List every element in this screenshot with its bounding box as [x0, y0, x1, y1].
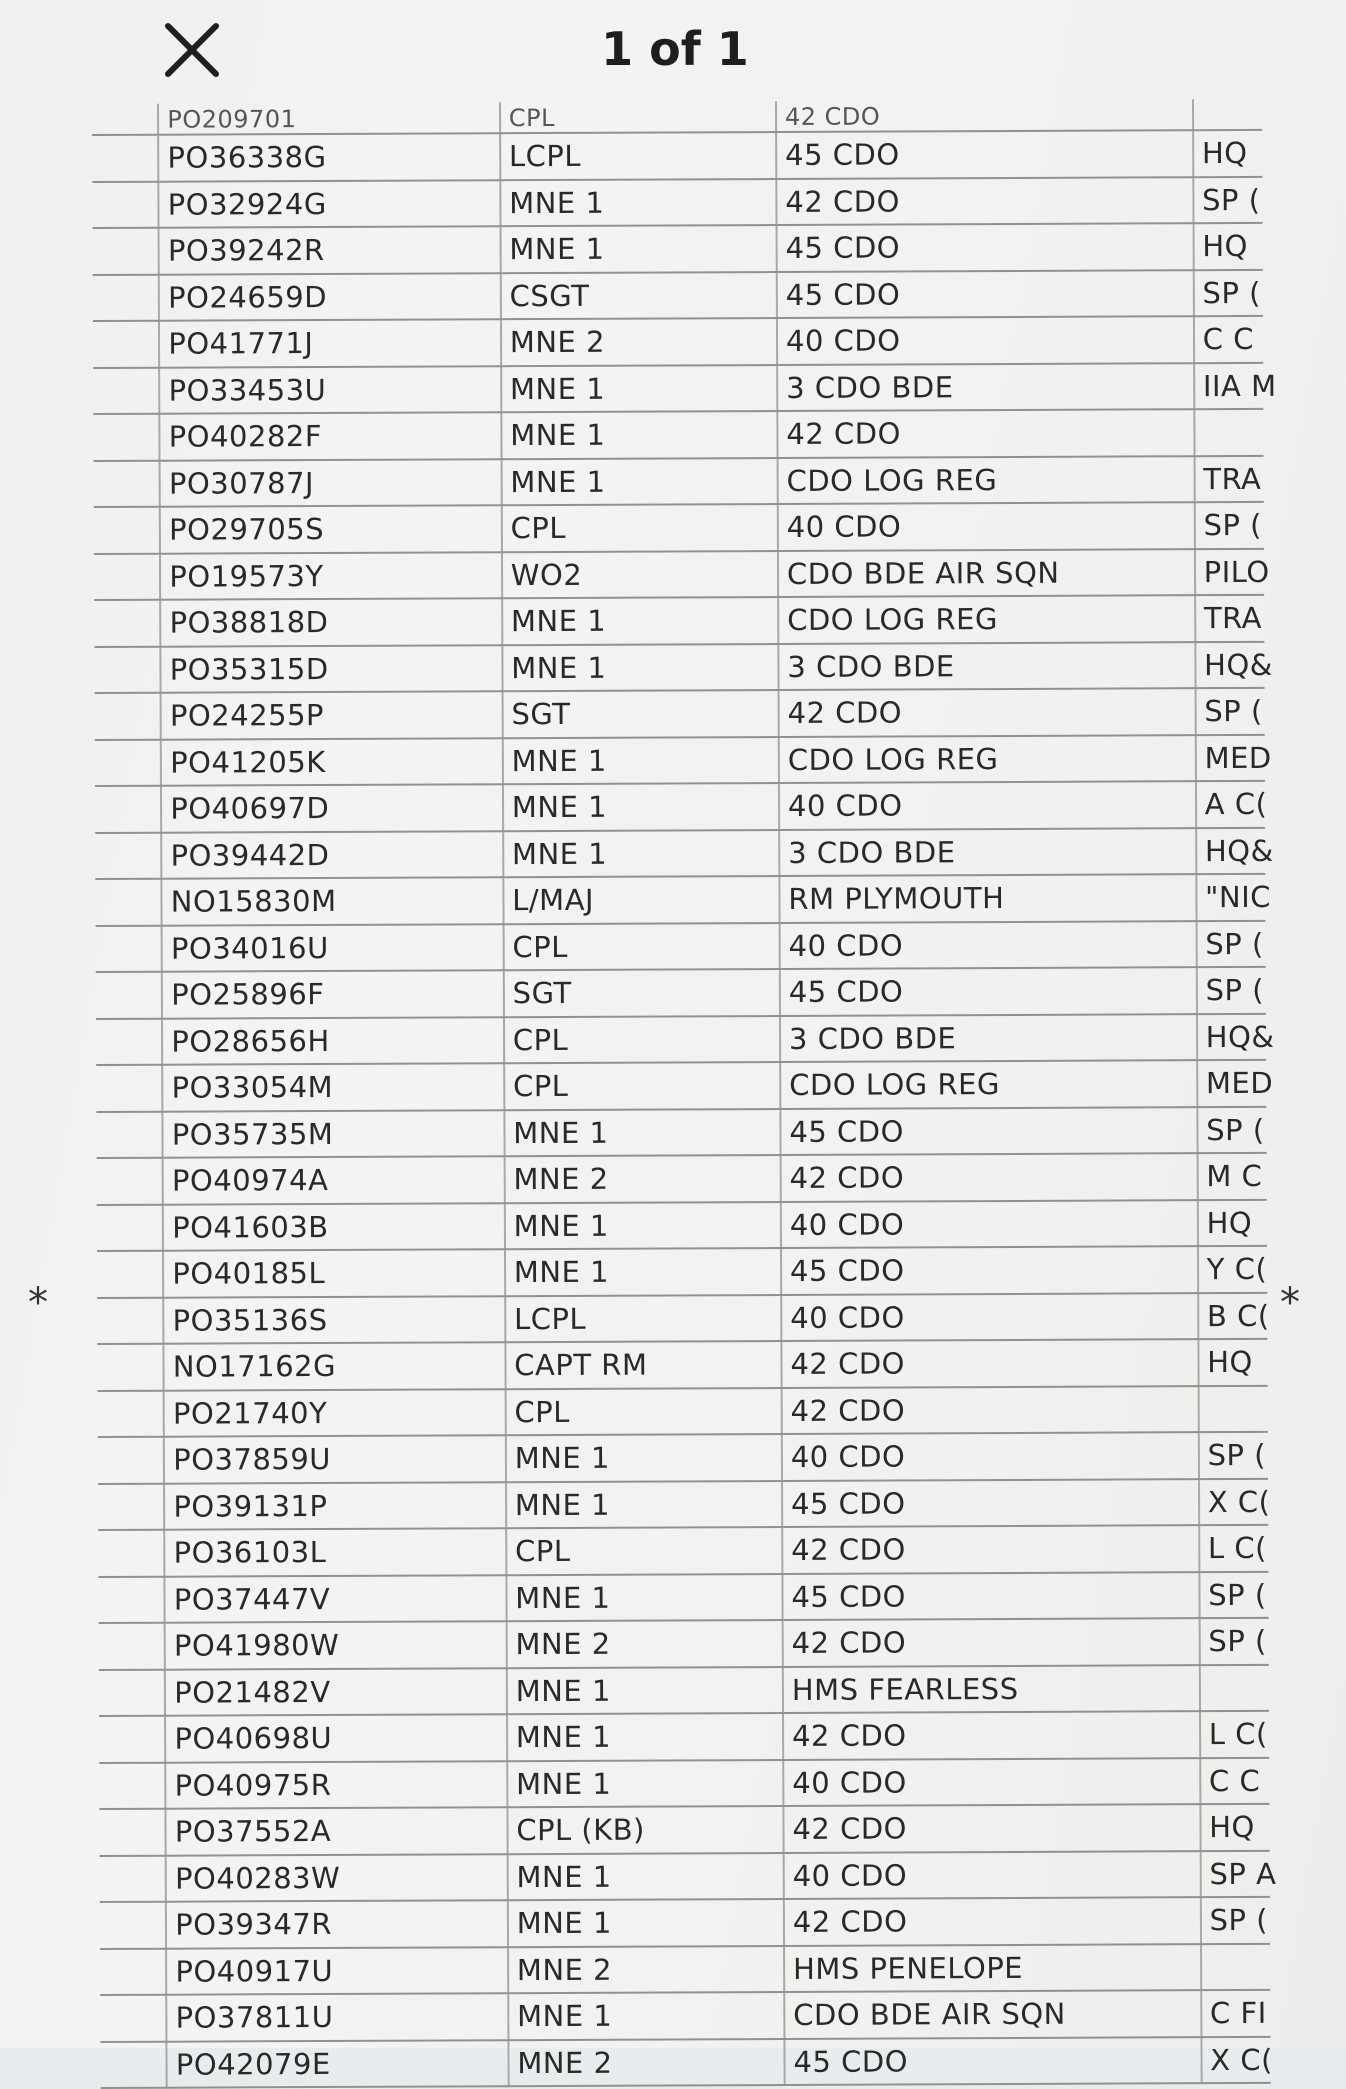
sub-unit-cell — [1194, 409, 1264, 456]
service-number-cell: PO40697D — [161, 784, 503, 832]
rank-cell: MNE 1 — [502, 597, 778, 645]
service-number-cell: PO32924G — [159, 180, 501, 228]
row-margin-cell — [99, 1716, 165, 1763]
table-row — [93, 269, 1263, 321]
sub-unit-cell: L C( — [1200, 1711, 1270, 1758]
service-number-cell: PO29705S — [160, 505, 502, 553]
rank-cell: MNE 2 — [508, 2038, 784, 2086]
service-number-cell: PO30787J — [160, 459, 502, 507]
unit-cell: 45 CDO — [777, 270, 1194, 318]
service-number-cell: PO28656H — [162, 1017, 504, 1065]
table-row — [94, 595, 1264, 647]
sub-unit-cell: C C — [1200, 1757, 1270, 1804]
rank-cell: MNE 1 — [507, 1760, 783, 1808]
service-number-cell: PO37552A — [166, 1807, 508, 1855]
row-margin-cell — [100, 2041, 166, 2088]
row-margin-cell — [100, 1902, 166, 1949]
sub-unit-cell — [1193, 99, 1262, 130]
rank-cell: MNE 1 — [505, 1248, 781, 1296]
service-number-cell: PO37859U — [164, 1435, 506, 1483]
table-row — [95, 874, 1265, 926]
rank-cell: MNE 1 — [508, 1899, 784, 1947]
table-row — [94, 455, 1264, 507]
rank-cell: SGT — [504, 969, 780, 1017]
table-row — [93, 223, 1263, 275]
service-number-cell: PO36338G — [158, 133, 500, 181]
sub-unit-cell: C FI — [1201, 1990, 1271, 2037]
sub-unit-cell: SP ( — [1199, 1571, 1269, 1618]
rank-cell: LCPL — [500, 132, 776, 180]
service-number-cell: PO37811U — [167, 1993, 509, 2041]
unit-cell: 3 CDO BDE — [780, 1014, 1197, 1062]
table-row — [95, 827, 1265, 879]
rank-cell: CAPT RM — [505, 1341, 781, 1389]
sub-unit-cell: SP ( — [1197, 1106, 1267, 1153]
unit-cell: 42 CDO — [783, 1804, 1200, 1852]
rank-cell: MNE 1 — [507, 1667, 783, 1715]
row-margin-cell — [97, 1344, 163, 1391]
rank-cell: MNE 1 — [501, 365, 777, 413]
service-number-cell: PO35735M — [163, 1110, 505, 1158]
row-margin-cell — [95, 832, 161, 879]
unit-cell: CDO LOG REG — [779, 735, 1196, 783]
table-row — [100, 1897, 1270, 1949]
sub-unit-cell: SP A — [1200, 1850, 1270, 1897]
row-margin-cell — [96, 972, 162, 1019]
row-margin-cell — [92, 104, 158, 135]
table-row — [93, 409, 1263, 461]
rank-cell: MNE 1 — [502, 644, 778, 692]
service-number-cell: PO42079E — [167, 2040, 509, 2088]
sub-unit-cell: HQ — [1197, 1199, 1267, 1246]
unit-cell: 42 CDO — [782, 1525, 1199, 1573]
sub-unit-cell: SP ( — [1195, 688, 1265, 735]
service-number-cell: PO41771J — [159, 319, 501, 367]
table-row — [100, 2036, 1270, 2088]
table-row — [97, 1246, 1267, 1298]
table-row — [100, 1943, 1270, 1995]
row-margin-cell — [98, 1483, 164, 1530]
rank-cell: MNE 1 — [507, 1713, 783, 1761]
table-row — [93, 362, 1263, 414]
service-number-cell: PO40975R — [166, 1761, 508, 1809]
rank-cell: MNE 1 — [503, 737, 779, 785]
unit-cell: 42 CDO — [783, 1618, 1200, 1666]
unit-cell: 45 CDO — [780, 1107, 1197, 1155]
table-row — [96, 920, 1266, 972]
unit-cell: 45 CDO — [784, 2037, 1201, 2085]
rank-cell: CPL — [504, 1062, 780, 1110]
sub-unit-cell: X C( — [1201, 2036, 1271, 2083]
sub-unit-cell: L C( — [1199, 1525, 1269, 1572]
unit-cell: 40 CDO — [777, 316, 1194, 364]
table-row — [98, 1525, 1268, 1577]
sub-unit-cell: HQ — [1200, 1804, 1270, 1851]
row-margin-cell — [99, 1623, 165, 1670]
service-number-cell: PO39242R — [159, 226, 501, 274]
close-button[interactable] — [160, 18, 224, 82]
unit-cell: 45 CDO — [780, 967, 1197, 1015]
row-margin-cell — [92, 181, 158, 228]
rank-cell: CPL (KB) — [507, 1806, 783, 1854]
sub-unit-cell: HQ& — [1195, 641, 1265, 688]
rank-cell: MNE 1 — [503, 783, 779, 831]
rank-cell: CSGT — [500, 272, 776, 320]
unit-cell: 45 CDO — [781, 1246, 1198, 1294]
row-margin-cell — [93, 367, 159, 414]
margin-mark-left: * — [28, 1280, 48, 1326]
unit-cell: 45 CDO — [776, 130, 1193, 178]
sub-unit-cell: M C — [1197, 1153, 1267, 1200]
unit-cell: CDO BDE AIR SQN — [784, 1990, 1201, 2038]
sub-unit-cell: TRA — [1195, 595, 1265, 642]
sub-unit-cell: SP ( — [1196, 967, 1266, 1014]
roster-table-container — [92, 102, 1277, 2082]
row-margin-cell — [100, 1995, 166, 2042]
table-row — [99, 1618, 1269, 1670]
row-margin-cell — [96, 925, 162, 972]
row-margin-cell — [97, 1297, 163, 1344]
unit-cell: 45 CDO — [782, 1572, 1199, 1620]
row-margin-cell — [97, 1158, 163, 1205]
margin-mark-right: * — [1280, 1280, 1300, 1326]
unit-cell: 42 CDO — [778, 688, 1195, 736]
service-number-cell: PO35315D — [161, 645, 503, 693]
row-margin-cell — [97, 1251, 163, 1298]
unit-cell: 3 CDO BDE — [779, 828, 1196, 876]
service-number-cell: PO40283W — [166, 1854, 508, 1902]
rank-cell: MNE 1 — [505, 1202, 781, 1250]
rank-cell: CPL — [505, 1388, 781, 1436]
service-number-cell: PO19573Y — [160, 552, 502, 600]
roster-table-body — [92, 99, 1277, 2088]
row-margin-cell — [95, 739, 161, 786]
service-number-cell: PO39131P — [164, 1482, 506, 1530]
table-row — [99, 1804, 1269, 1856]
row-margin-cell — [92, 135, 158, 182]
rank-cell: CPL — [500, 101, 776, 133]
unit-cell: 40 CDO — [781, 1200, 1198, 1248]
table-row — [99, 1664, 1269, 1716]
service-number-cell: PO40974A — [163, 1156, 505, 1204]
table-row — [92, 99, 1262, 135]
row-margin-cell — [95, 693, 161, 740]
unit-cell: HMS PENELOPE — [784, 1944, 1201, 1992]
sub-unit-cell: HQ& — [1197, 1013, 1267, 1060]
table-row — [94, 548, 1264, 600]
table-row — [99, 1757, 1269, 1809]
sub-unit-cell — [1198, 1385, 1268, 1432]
row-margin-cell — [96, 1111, 162, 1158]
rank-cell: MNE 1 — [500, 225, 776, 273]
service-number-cell: PO33453U — [159, 366, 501, 414]
unit-cell: 40 CDO — [784, 1851, 1201, 1899]
sub-unit-cell: SP ( — [1193, 176, 1263, 223]
row-margin-cell — [96, 1018, 162, 1065]
row-margin-cell — [98, 1576, 164, 1623]
service-number-cell: PO37447V — [165, 1575, 507, 1623]
table-row — [98, 1571, 1268, 1623]
sub-unit-cell: HQ& — [1196, 827, 1266, 874]
sub-unit-cell: C C — [1194, 316, 1264, 363]
row-margin-cell — [94, 646, 160, 693]
rank-cell: MNE 1 — [501, 458, 777, 506]
rank-cell: MNE 1 — [506, 1481, 782, 1529]
service-number-cell: PO40282F — [160, 412, 502, 460]
service-number-cell: PO35136S — [163, 1296, 505, 1344]
row-margin-cell — [93, 321, 159, 368]
row-margin-cell — [94, 460, 160, 507]
sub-unit-cell: SP ( — [1198, 1432, 1268, 1479]
table-row — [97, 1339, 1267, 1391]
rank-cell: MNE 1 — [500, 179, 776, 227]
service-number-cell: PO209701 — [158, 102, 500, 134]
unit-cell: 40 CDO — [782, 1432, 1199, 1480]
sub-unit-cell: HQ — [1193, 223, 1263, 270]
unit-cell: 42 CDO — [784, 1897, 1201, 1945]
row-margin-cell — [93, 414, 159, 461]
rank-cell: MNE 1 — [506, 1434, 782, 1482]
rank-cell: MNE 2 — [501, 318, 777, 366]
service-number-cell: PO39442D — [161, 831, 503, 879]
table-row — [99, 1711, 1269, 1763]
service-number-cell: PO38818D — [160, 598, 502, 646]
unit-cell: 40 CDO — [778, 502, 1195, 550]
unit-cell: 45 CDO — [776, 223, 1193, 271]
rank-cell: MNE 1 — [504, 1109, 780, 1157]
sub-unit-cell: HQ — [1198, 1339, 1268, 1386]
rank-cell: SGT — [502, 690, 778, 738]
unit-cell: 42 CDO — [777, 409, 1194, 457]
sub-unit-cell: SP ( — [1201, 1897, 1271, 1944]
service-number-cell: PO40185L — [163, 1249, 505, 1297]
row-margin-cell — [95, 786, 161, 833]
unit-cell: CDO LOG REG — [780, 1060, 1197, 1108]
sub-unit-cell — [1201, 1943, 1271, 1990]
row-margin-cell — [98, 1530, 164, 1577]
service-number-cell: PO41980W — [165, 1621, 507, 1669]
unit-cell: 42 CDO — [781, 1339, 1198, 1387]
sub-unit-cell: A C( — [1196, 781, 1266, 828]
unit-cell: 3 CDO BDE — [778, 642, 1195, 690]
service-number-cell: NO15830M — [162, 877, 504, 925]
unit-cell: 42 CDO — [782, 1386, 1199, 1434]
table-row — [96, 967, 1266, 1019]
unit-cell: CDO LOG REG — [777, 456, 1194, 504]
row-margin-cell — [99, 1669, 165, 1716]
table-row — [92, 176, 1262, 228]
unit-cell: 40 CDO — [783, 1758, 1200, 1806]
sub-unit-cell: Y C( — [1198, 1246, 1268, 1293]
table-row — [96, 1013, 1266, 1065]
service-number-cell: PO24255P — [161, 691, 503, 739]
table-row — [97, 1292, 1267, 1344]
rank-cell: CPL — [504, 1016, 780, 1064]
rank-cell: CPL — [506, 1527, 782, 1575]
rank-cell: MNE 1 — [501, 411, 777, 459]
table-row — [95, 734, 1265, 786]
service-number-cell: PO21740Y — [164, 1389, 506, 1437]
table-row — [93, 316, 1263, 368]
service-number-cell: PO25896F — [162, 970, 504, 1018]
rank-cell: MNE 2 — [508, 1945, 784, 1993]
table-row — [95, 781, 1265, 833]
rank-cell: CPL — [501, 504, 777, 552]
sub-unit-cell: SP ( — [1199, 1618, 1269, 1665]
viewer-toolbar — [0, 0, 1346, 110]
sub-unit-cell: MED — [1197, 1060, 1267, 1107]
service-number-cell: PO40698U — [165, 1714, 507, 1762]
unit-cell: 3 CDO BDE — [777, 363, 1194, 411]
service-number-cell: PO36103L — [165, 1528, 507, 1576]
table-row — [98, 1432, 1268, 1484]
rank-cell: L/MAJ — [503, 876, 779, 924]
sub-unit-cell — [1199, 1664, 1269, 1711]
row-margin-cell — [97, 1204, 163, 1251]
rank-cell: WO2 — [502, 551, 778, 599]
unit-cell: 40 CDO — [779, 921, 1196, 969]
service-number-cell: PO24659D — [159, 273, 501, 321]
unit-cell: 42 CDO — [780, 1153, 1197, 1201]
unit-cell: 42 CDO — [776, 177, 1193, 225]
sub-unit-cell: SP ( — [1194, 502, 1264, 549]
table-row — [94, 641, 1264, 693]
roster-table — [92, 99, 1277, 2089]
table-row — [100, 1850, 1270, 1902]
table-row — [96, 1060, 1266, 1112]
row-margin-cell — [95, 879, 161, 926]
rank-cell: MNE 1 — [508, 1992, 784, 2040]
table-row — [95, 688, 1265, 740]
service-number-cell: PO34016U — [162, 924, 504, 972]
unit-cell: CDO BDE AIR SQN — [778, 549, 1195, 597]
unit-cell: 42 CDO — [776, 99, 1193, 132]
sub-unit-cell: HQ — [1193, 130, 1263, 177]
sub-unit-cell: PILO — [1195, 548, 1265, 595]
row-margin-cell — [100, 1948, 166, 1995]
table-row — [100, 1990, 1270, 2042]
unit-cell: 40 CDO — [779, 781, 1196, 829]
row-margin-cell — [99, 1762, 165, 1809]
unit-cell: 40 CDO — [781, 1293, 1198, 1341]
row-margin-cell — [94, 600, 160, 647]
table-row — [97, 1153, 1267, 1205]
rank-cell: MNE 2 — [506, 1620, 782, 1668]
rank-cell: CPL — [503, 923, 779, 971]
service-number-cell: PO39347R — [166, 1900, 508, 1948]
row-margin-cell — [98, 1390, 164, 1437]
sub-unit-cell: TRA — [1194, 455, 1264, 502]
table-row — [92, 130, 1262, 182]
sub-unit-cell: "NIC — [1196, 874, 1266, 921]
rank-cell: MNE 1 — [503, 830, 779, 878]
sub-unit-cell: SP ( — [1193, 269, 1263, 316]
service-number-cell: PO41205K — [161, 738, 503, 786]
table-row — [94, 502, 1264, 554]
unit-cell: RM PLYMOUTH — [779, 874, 1196, 922]
rank-cell: LCPL — [505, 1295, 781, 1343]
table-row — [98, 1385, 1268, 1437]
service-number-cell: PO33054M — [162, 1063, 504, 1111]
row-margin-cell — [100, 1855, 166, 1902]
unit-cell: CDO LOG REG — [778, 595, 1195, 643]
page-counter: 1 of 1 — [601, 22, 749, 76]
close-icon — [160, 18, 224, 82]
table-row — [96, 1106, 1266, 1158]
sub-unit-cell: B C( — [1198, 1292, 1268, 1339]
service-number-cell: PO21482V — [165, 1668, 507, 1716]
row-margin-cell — [96, 1065, 162, 1112]
row-margin-cell — [98, 1437, 164, 1484]
table-row — [98, 1478, 1268, 1530]
rank-cell: MNE 2 — [504, 1155, 780, 1203]
sub-unit-cell: MED — [1195, 734, 1265, 781]
row-margin-cell — [99, 1809, 165, 1856]
unit-cell: HMS FEARLESS — [783, 1665, 1200, 1713]
service-number-cell: PO41603B — [163, 1203, 505, 1251]
service-number-cell: NO17162G — [164, 1342, 506, 1390]
service-number-cell: PO40917U — [166, 1947, 508, 1995]
rank-cell: MNE 1 — [507, 1852, 783, 1900]
sub-unit-cell: SP ( — [1196, 920, 1266, 967]
row-margin-cell — [93, 274, 159, 321]
unit-cell: 45 CDO — [782, 1479, 1199, 1527]
rank-cell: MNE 1 — [506, 1574, 782, 1622]
sub-unit-cell: IIA M — [1194, 362, 1264, 409]
row-margin-cell — [93, 228, 159, 275]
row-margin-cell — [94, 553, 160, 600]
unit-cell: 42 CDO — [783, 1711, 1200, 1759]
table-row — [97, 1199, 1267, 1251]
row-margin-cell — [94, 507, 160, 554]
sub-unit-cell: X C( — [1199, 1478, 1269, 1525]
